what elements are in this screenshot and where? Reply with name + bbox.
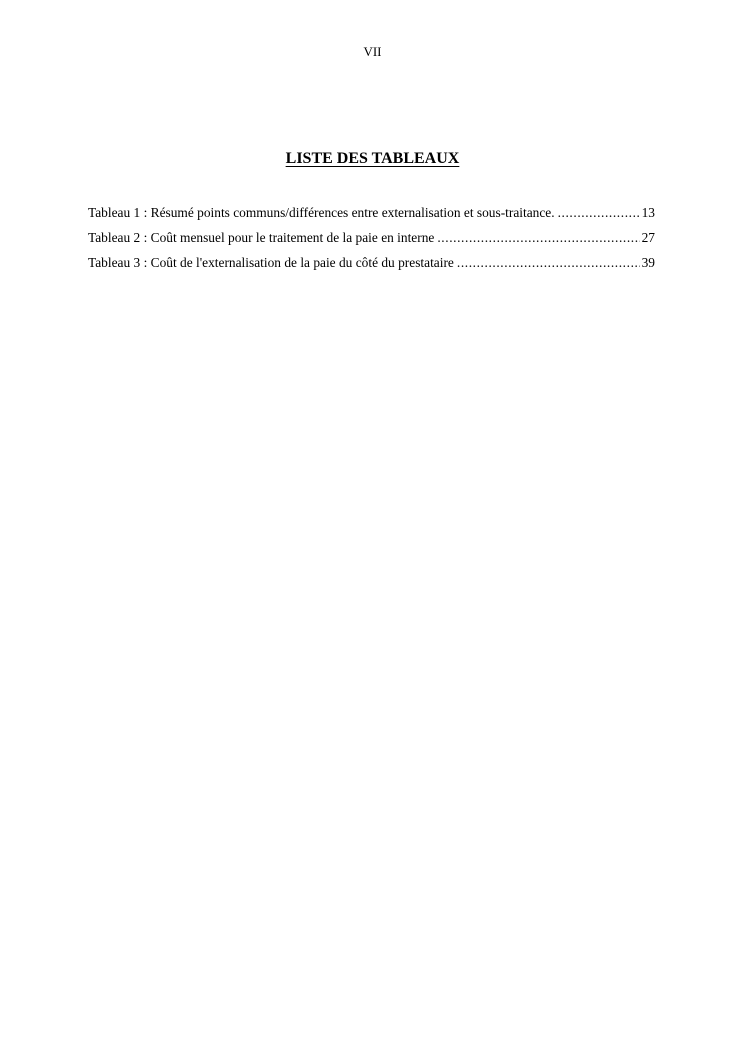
dot-leader: [437, 228, 639, 248]
toc-entry[interactable]: [88, 203, 655, 228]
toc-entry-page: 13: [641, 205, 655, 220]
toc-entry-page: 39: [641, 255, 655, 270]
toc-entry-page: 27: [641, 230, 655, 245]
toc-entry-label: Tableau 1 : Résumé points communs/différences entre externalisation et sous-traitance.: [88, 205, 555, 220]
page-number: VII: [363, 44, 382, 59]
toc-entry[interactable]: [88, 228, 655, 253]
toc-entry-label: Tableau 2 : Coût mensuel pour le traitement de la paie en interne: [88, 230, 435, 245]
dot-leader: [457, 253, 640, 273]
toc-entry-label: Tableau 3 : Coût de l'externalisation de la paie du côté du prestataire: [88, 255, 454, 270]
dot-leader: [558, 203, 640, 223]
toc-entry[interactable]: [88, 253, 655, 278]
list-title: [0, 149, 745, 169]
table-of-tables: [88, 203, 655, 278]
list-title-text: LISTE DES TABLEAUX: [285, 150, 460, 167]
